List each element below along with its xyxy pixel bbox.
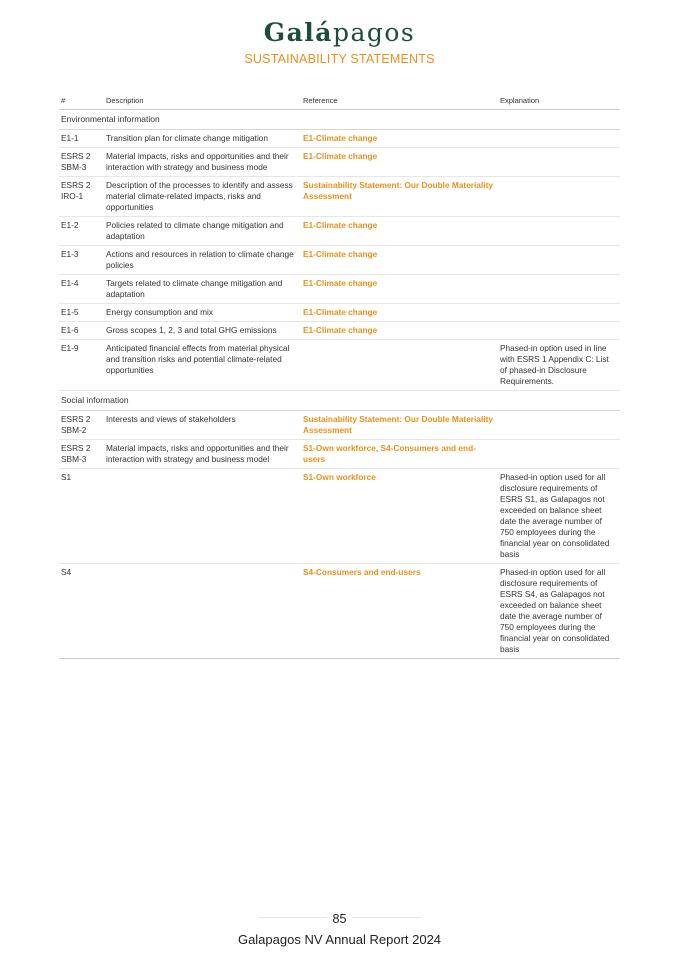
section-heading: Social information [59,391,620,411]
explanation: Phased-in option used for all disclosure requirements of ESRS S1, as Galapagos not exceeded on balance sheet date the average number of 750 employees during the financial year on consolidated basis [498,469,620,564]
explanation [498,246,620,275]
reference-link[interactable]: E1-Climate change [303,325,378,335]
disclosure-id: ESRS 2 SBM-3 [59,440,104,469]
explanation: Phased-in option used for all disclosure requirements of ESRS S4, as Galapagos not exceeded on balance sheet date the average number of 750 employees during the financial year on consolidated basis [498,564,620,659]
explanation [498,440,620,469]
table-row [59,322,620,340]
disclosure-id: ESRS 2 SBM-3 [59,148,104,177]
disclosure-description: Description of the processes to identify and assess material climate-related impacts, risks and opportunities [104,177,301,217]
reference-link[interactable]: S4-Consumers and end-users [303,443,476,464]
table-row [59,148,620,177]
section-heading: Environmental information [59,110,620,130]
reference-link[interactable]: S1-Own workforce [303,443,376,453]
reference-cell [301,304,498,322]
explanation [498,275,620,304]
table-row [59,564,620,659]
explanation [498,130,620,148]
explanation [498,411,620,440]
report-title: Galapagos NV Annual Report 2024 [237,932,442,947]
disclosure-description [104,564,301,659]
reference-link[interactable]: E1-Climate change [303,133,378,143]
table-row [59,275,620,304]
disclosure-description: Targets related to climate change mitigation and adaptation [104,275,301,304]
column-header-explanation: Explanation [498,92,620,110]
disclosure-description: Material impacts, risks and opportunities and their interaction with strategy and business model [104,440,301,469]
page-header [0,18,679,66]
disclosure-id: ESRS 2 IRO-1 [59,177,104,217]
reference-link[interactable]: E1-Climate change [303,220,378,230]
disclosure-description: Transition plan for climate change mitigation [104,130,301,148]
disclosure-description: Policies related to climate change mitigation and adaptation [104,217,301,246]
reference-cell [301,275,498,304]
logo-bold-part: Galá [263,18,333,47]
disclosure-table [59,92,620,659]
reference-cell [301,411,498,440]
table-row [59,469,620,564]
reference-cell [301,148,498,177]
disclosure-id: E1-2 [59,217,104,246]
galapagos-logo [0,18,679,48]
table-row [59,440,620,469]
reference-cell [301,177,498,217]
reference-link[interactable]: Sustainability Statement: Our Double Materiality Assessment [303,414,493,435]
column-header-description: Description [104,92,301,110]
reference-cell [301,469,498,564]
reference-cell [301,440,498,469]
reference-link[interactable]: E1-Climate change [303,307,378,317]
reference-link[interactable]: E1-Climate change [303,278,378,288]
reference-link[interactable]: S4-Consumers and end-users [303,567,421,577]
page-footer [0,910,679,947]
section-heading-row [59,110,620,130]
disclosure-id: E1-9 [59,340,104,391]
disclosure-description: Material impacts, risks and opportunities and their interaction with strategy and business mode [104,148,301,177]
explanation [498,148,620,177]
page-number: 85 [327,912,353,926]
column-header-id: # [59,92,104,110]
disclosure-id: E1-4 [59,275,104,304]
table-row [59,177,620,217]
reference-cell [301,217,498,246]
reference-cell [301,564,498,659]
explanation [498,304,620,322]
disclosure-description: Actions and resources in relation to climate change policies [104,246,301,275]
logo-light-part: pagos [332,18,416,47]
disclosure-id: ESRS 2 SBM-2 [59,411,104,440]
table-body [59,110,620,659]
disclosure-id: E1-3 [59,246,104,275]
table-row [59,217,620,246]
reference-cell [301,246,498,275]
table-row [59,130,620,148]
disclosure-id: S4 [59,564,104,659]
reference-link[interactable]: E1-Climate change [303,151,378,161]
reference-link[interactable]: Sustainability Statement: Our Double Materiality Assessment [303,180,493,201]
reference-cell [301,340,498,391]
disclosure-description: Anticipated financial effects from material physical and transition risks and potential climate-related opportunities [104,340,301,391]
disclosure-id: E1-5 [59,304,104,322]
disclosure-description [104,469,301,564]
table-row [59,340,620,391]
reference-link[interactable]: S1-Own workforce [303,472,376,482]
table-row [59,411,620,440]
table-row [59,246,620,275]
section-heading-row [59,391,620,411]
section-title: SUSTAINABILITY STATEMENTS [244,52,435,66]
explanation [498,177,620,217]
explanation [498,322,620,340]
disclosure-id: S1 [59,469,104,564]
disclosure-id: E1-1 [59,130,104,148]
disclosure-description: Energy consumption and mix [104,304,301,322]
explanation [498,217,620,246]
disclosure-description: Gross scopes 1, 2, 3 and total GHG emissions [104,322,301,340]
disclosure-id: E1-6 [59,322,104,340]
table-header-row [59,92,620,110]
table-row [59,304,620,322]
disclosure-description: Interests and views of stakeholders [104,411,301,440]
reference-link[interactable]: E1-Climate change [303,249,378,259]
explanation: Phased-in option used in line with ESRS 1 Appendix C: List of phased-in Disclosure Requirements. [498,340,620,391]
reference-cell [301,130,498,148]
column-header-reference: Reference [301,92,498,110]
reference-separator: , [375,443,381,453]
reference-cell [301,322,498,340]
